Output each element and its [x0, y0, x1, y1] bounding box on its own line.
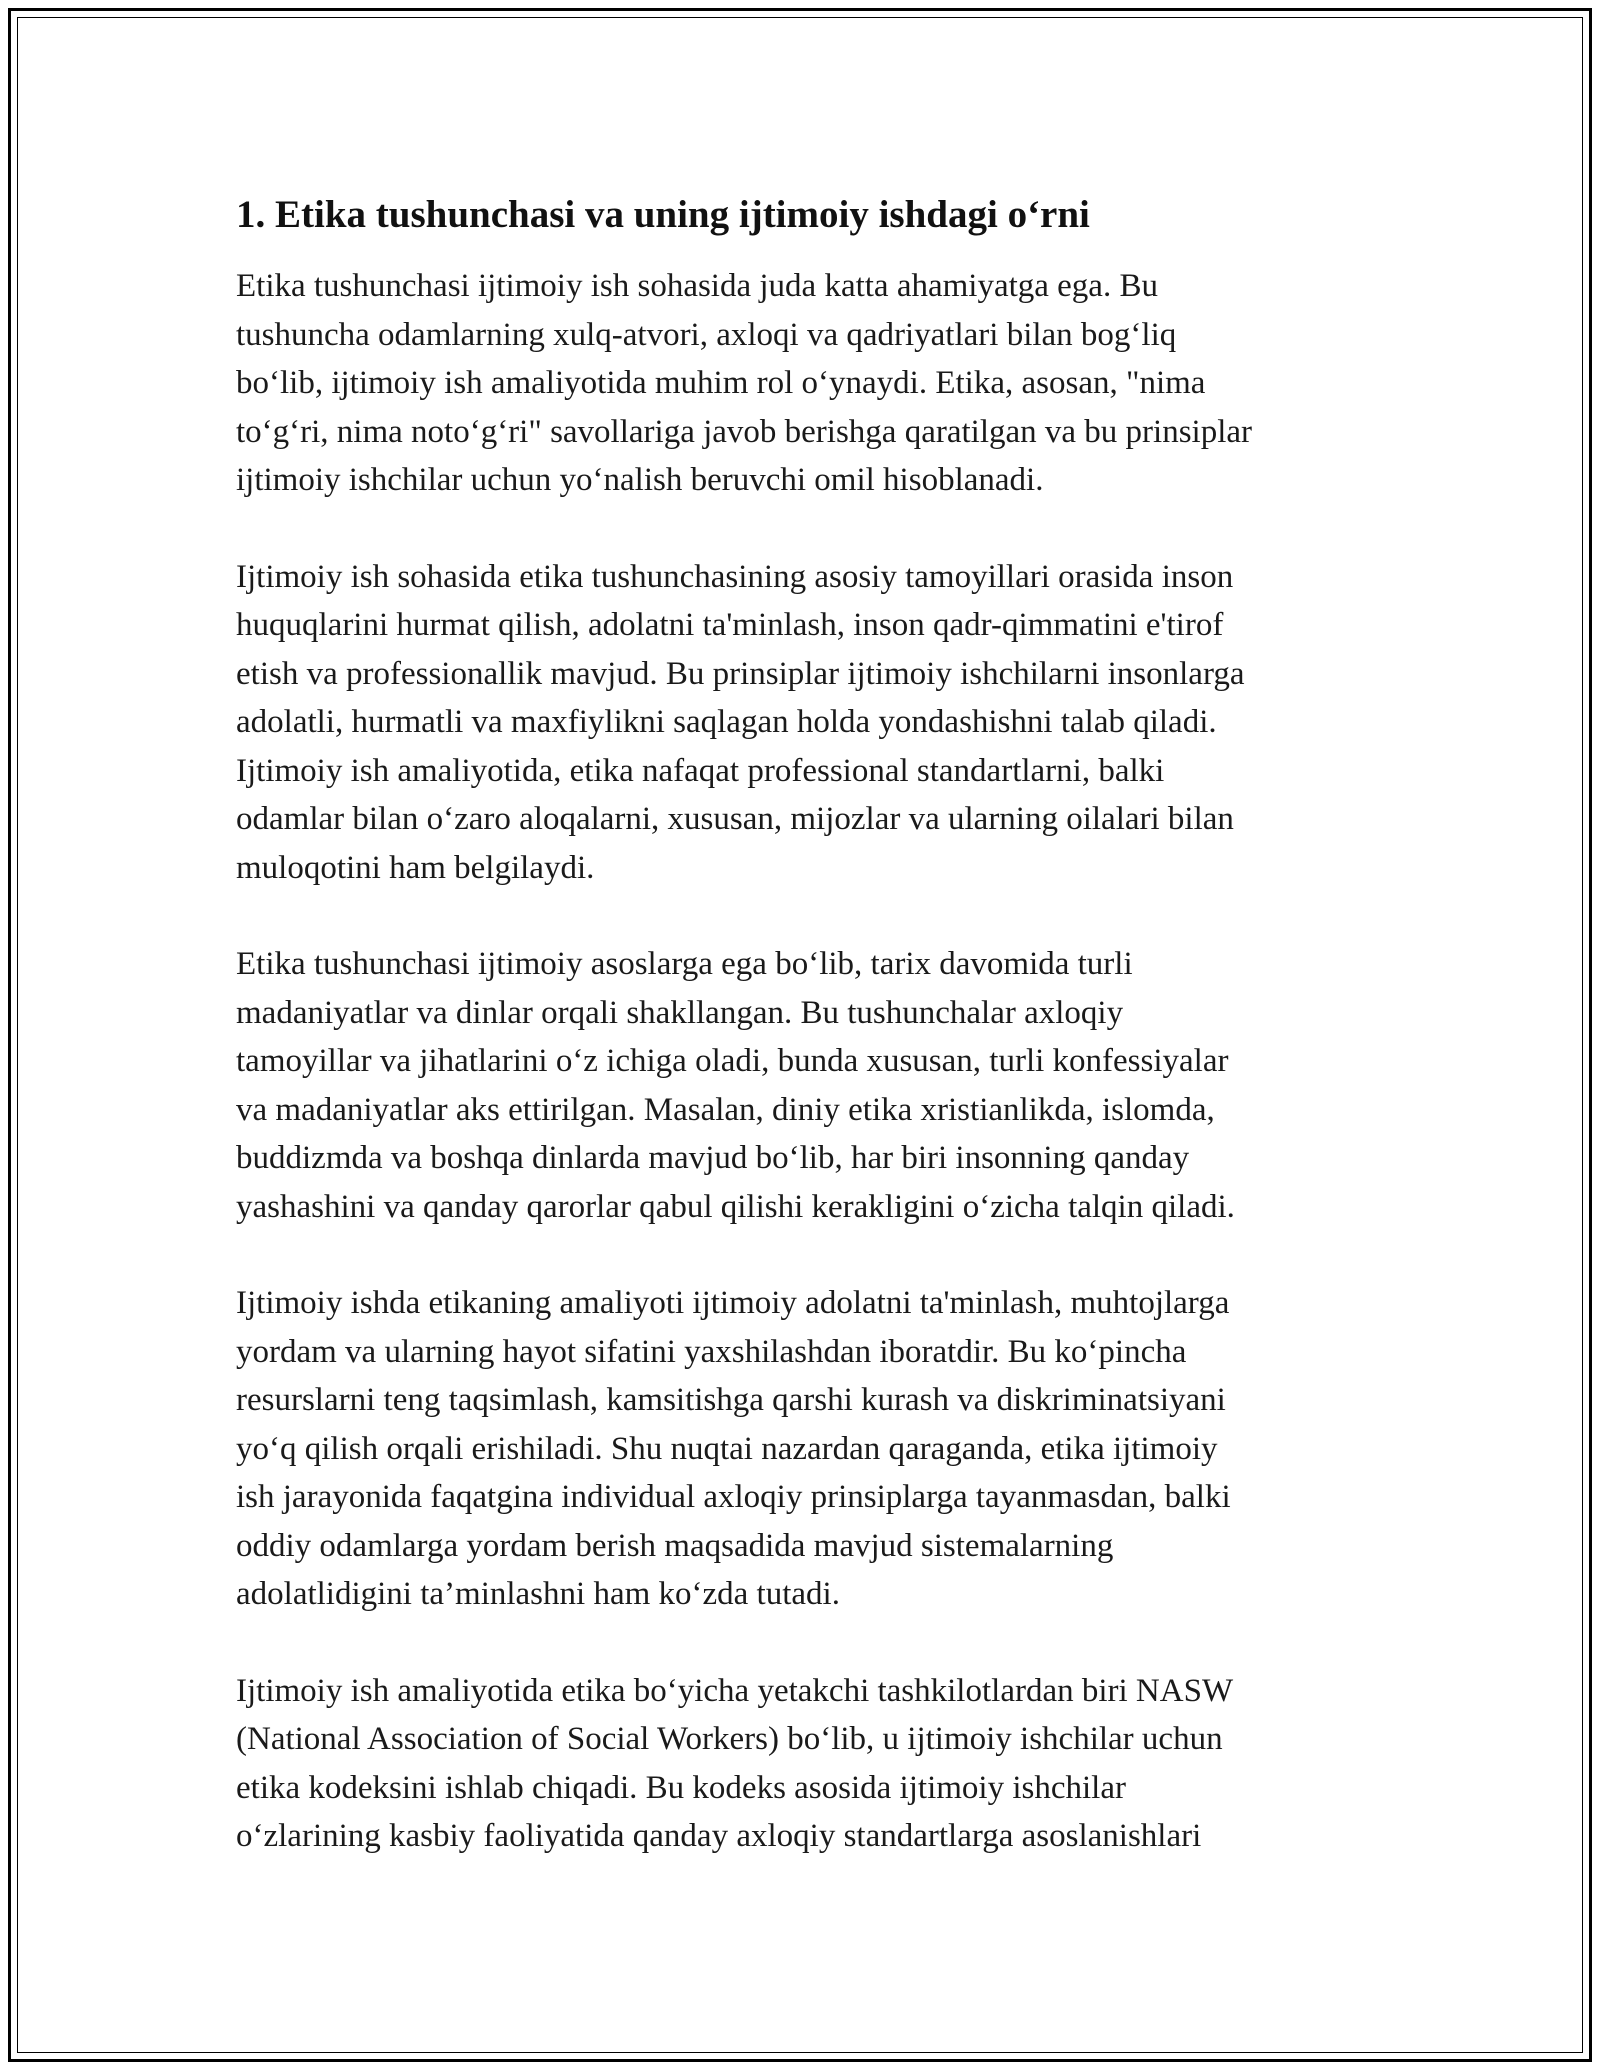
paragraph-2: [236, 553, 1386, 893]
text-line: to‘g‘ri, nima noto‘g‘ri" savollariga javob berishga qaratilgan va bu prinsiplar: [236, 413, 1253, 450]
text-line: tushuncha odamlarning xulq-atvori, axloqi va qadriyatlari bilan bog‘liq: [236, 316, 1177, 353]
text-line: yashashini va qanday qarorlar qabul qilishi kerakligini o‘zicha talqin qiladi.: [236, 1188, 1235, 1225]
text-line: o‘zlarining kasbiy faoliyatida qanday axloqiy standartlarga asoslanishlari: [236, 1818, 1202, 1854]
paragraph-1: [236, 262, 1386, 505]
text-line: ish jarayonida faqatgina individual axloqiy prinsiplarga tayanmasdan, balki: [236, 1479, 1231, 1515]
text-line: resurslarni teng taqsimlash, kamsitishga qarshi kurash va diskriminatsiyani: [236, 1382, 1226, 1418]
text-line: Ijtimoiy ish amaliyotida, etika nafaqat professional standartlarni, balki: [236, 752, 1165, 789]
text-line: (National Association of Social Workers) bo‘lib, u ijtimoiy ishchilar uchun: [236, 1721, 1223, 1757]
text-line: Ijtimoiy ish sohasida etika tushunchasining asosiy tamoyillari orasida inson: [236, 558, 1234, 595]
text-line: madaniyatlar va dinlar orqali shakllangan. Bu tushunchalar axloqiy: [236, 994, 1124, 1031]
text-line: adolatlidigini ta’minlashni ham ko‘zda tutadi.: [236, 1576, 840, 1612]
text-line: muloqotini ham belgilaydi.: [236, 849, 595, 886]
text-line: oddiy odamlarga yordam berish maqsadida mavjud sistemalarning: [236, 1527, 1114, 1564]
text-line: Etika tushunchasi ijtimoiy ish sohasida juda katta ahamiyatga ega. Bu: [236, 268, 1158, 304]
text-line: Ijtimoiy ishda etikaning amaliyoti ijtimoiy adolatni ta'minlash, muhtojlarga: [236, 1285, 1230, 1321]
text-line: ijtimoiy ishchilar uchun yo‘nalish beruvchi omil hisoblanadi.: [236, 462, 1044, 498]
text-line: etish va professionallik mavjud. Bu prinsiplar ijtimoiy ishchilarni insonlarga: [236, 655, 1245, 692]
text-line: buddizmda va boshqa dinlarda mavjud bo‘lib, har biri insonning qanday: [236, 1140, 1190, 1176]
text-line: tamoyillar va jihatlarini o‘z ichiga oladi, bunda xususan, turli konfessiyalar: [236, 1043, 1229, 1079]
text-line: yordam va ularning hayot sifatini yaxshilashdan iboratdir. Bu ko‘pincha: [236, 1333, 1187, 1370]
text-line: va madaniyatlar aks ettirilgan. Masalan, diniy etika xristianlikda, islomda,: [236, 1091, 1215, 1128]
text-line: adolatli, hurmatli va maxfiylikni saqlagan holda yondashishni talab qiladi.: [236, 704, 1217, 740]
text-line: odamlar bilan o‘zaro aloqalarni, xususan, mijozlar va ularning oilalari bilan: [236, 801, 1234, 837]
paragraph-4: [236, 1279, 1386, 1619]
paragraph-5: [236, 1667, 1386, 1861]
text-line: Etika tushunchasi ijtimoiy asoslarga ega bo‘lib, tarix davomida turli: [236, 946, 1133, 982]
text-line: huquqlarini hurmat qilish, adolatni ta'minlash, inson qadr-qimmatini e'tirof: [236, 607, 1224, 643]
document-body: [236, 186, 1386, 1861]
text-line: bo‘lib, ijtimoiy ish amaliyotida muhim rol o‘ynaydi. Etika, asosan, "nima: [236, 365, 1206, 401]
section-heading: 1. Etika tushunchasi va uning ijtimoiy ishdagi o‘rni: [236, 193, 1090, 236]
text-line: etika kodeksini ishlab chiqadi. Bu kodeks asosida ijtimoiy ishchilar: [236, 1769, 1126, 1806]
text-line: yo‘q qilish orqali erishiladi. Shu nuqtai nazardan qaraganda, etika ijtimoiy: [236, 1430, 1218, 1467]
text-line: Ijtimoiy ish amaliyotida etika bo‘yicha yetakchi tashkilotlardan biri NASW: [236, 1672, 1234, 1709]
paragraph-3: [236, 940, 1386, 1231]
